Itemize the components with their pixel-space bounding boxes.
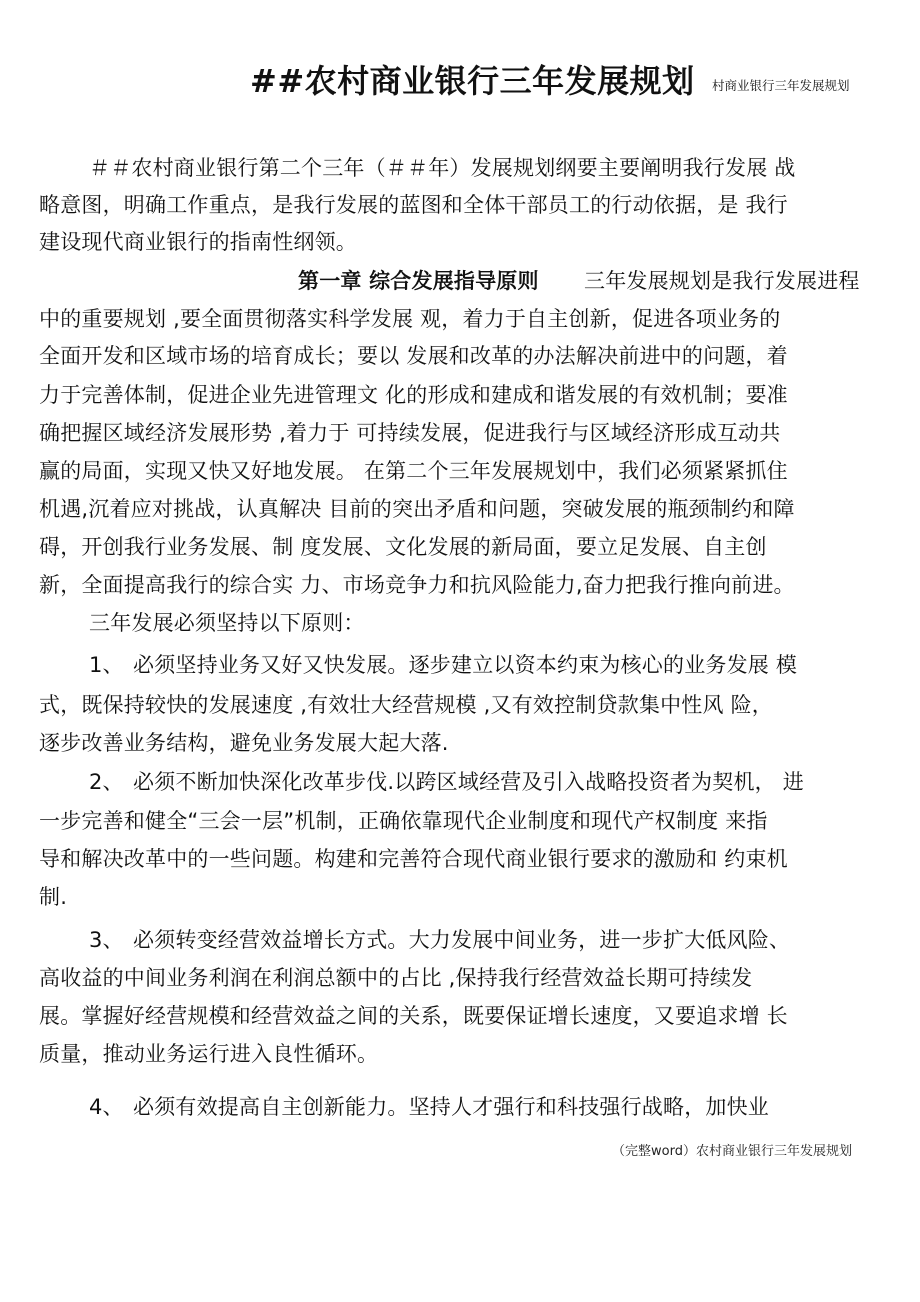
intro-line: ＃＃农村商业银行第二个三年（＃＃年）发展规划纲要主要阐明我行发展 战 xyxy=(89,156,796,180)
chapter-line: 碍，开创我行业务发展、制 度发展、文化发展的新局面，要立足发展、自主创 xyxy=(39,535,767,559)
principle-line: 必须转变经营效益增长方式。大力发展中间业务，进一步扩大低风险、 xyxy=(133,928,791,952)
title-row xyxy=(0,58,920,108)
principle-line: 必须不断加快深化改革步伐.以跨区域经营及引入战略投资者为契机， 进 xyxy=(133,770,804,794)
chapter-line: 全面开发和区域市场的培育成长；要以 发展和改革的办法解决前进中的问题，着 xyxy=(39,344,788,368)
principles-intro: 三年发展必须坚持以下原则： xyxy=(89,611,365,635)
intro-line: 略意图，明确工作重点，是我行发展的蓝图和全体干部员工的行动依据，是 我行 xyxy=(39,193,788,217)
principle-line: 式，既保持较快的发展速度 ,有效壮大经营规模 ,又有效控制贷款集中性风 险， xyxy=(39,693,773,717)
chapter-line: 新，全面提高我行的综合实 力、市场竞争力和抗风险能力,奋力把我行推向前进。 xyxy=(39,573,795,597)
page-title: ##农村商业银行三年发展规划 xyxy=(250,62,695,100)
page-footer: （完整word）农村商业银行三年发展规划 xyxy=(612,1144,852,1159)
chapter-line: 力于完善体制，促进企业先进管理文 化的形成和建成和谐发展的有效机制；要准 xyxy=(39,383,788,407)
principle-line: 逐步改善业务结构，避免业务发展大起大落. xyxy=(39,731,449,755)
principle-line: 展。掌握好经营规模和经营效益之间的关系，既要保证增长速度，又要追求增 长 xyxy=(39,1004,788,1028)
principle-number: 1、 xyxy=(89,653,124,677)
principle-line: 必须坚持业务又好又快发展。逐步建立以资本约束为核心的业务发展 模 xyxy=(133,653,798,677)
chapter-line: 机遇,沉着应对挑战，认真解决 目前的突出矛盾和问题，突破发展的瓶颈制约和障 xyxy=(39,497,795,521)
principle-line: 高收益的中间业务利润在利润总额中的占比 ,保持我行经营效益长期可持续发 xyxy=(39,966,753,990)
principle-number: 3、 xyxy=(89,928,124,952)
chapter-line: 三年发展规划是我行发展进程 xyxy=(584,269,860,293)
intro-line: 建设现代商业银行的指南性纲领。 xyxy=(39,230,357,254)
principle-line: 制. xyxy=(39,885,68,909)
principle-line: 必须有效提高自主创新能力。坚持人才强行和科技强行战略，加快业 xyxy=(133,1095,769,1119)
chapter-heading: 第一章 综合发展指导原则 xyxy=(298,269,539,293)
header-side-note: 村商业银行三年发展规划 xyxy=(712,78,850,93)
principle-number: 2、 xyxy=(89,770,124,794)
chapter-line: 确把握区域经济发展形势 ,着力于 可持续发展，促进我行与区域经济形成互动共 xyxy=(39,421,781,445)
principle-number: 4、 xyxy=(89,1095,124,1119)
chapter-line: 赢的局面，实现又快又好地发展。 在第二个三年发展规划中，我们必须紧紧抓住 xyxy=(39,459,788,483)
principle-line: 导和解决改革中的一些问题。构建和完善符合现代商业银行要求的激励和 约束机 xyxy=(39,847,788,871)
chapter-line: 中的重要规划 ,要全面贯彻落实科学发展 观，着力于自主创新，促进各项业务的 xyxy=(39,307,781,331)
principle-line: 质量，推动业务运行进入良性循环。 xyxy=(39,1042,379,1066)
principle-line: 一步完善和健全“三会一层”机制，正确依靠现代企业制度和现代产权制度 来指 xyxy=(39,809,768,833)
